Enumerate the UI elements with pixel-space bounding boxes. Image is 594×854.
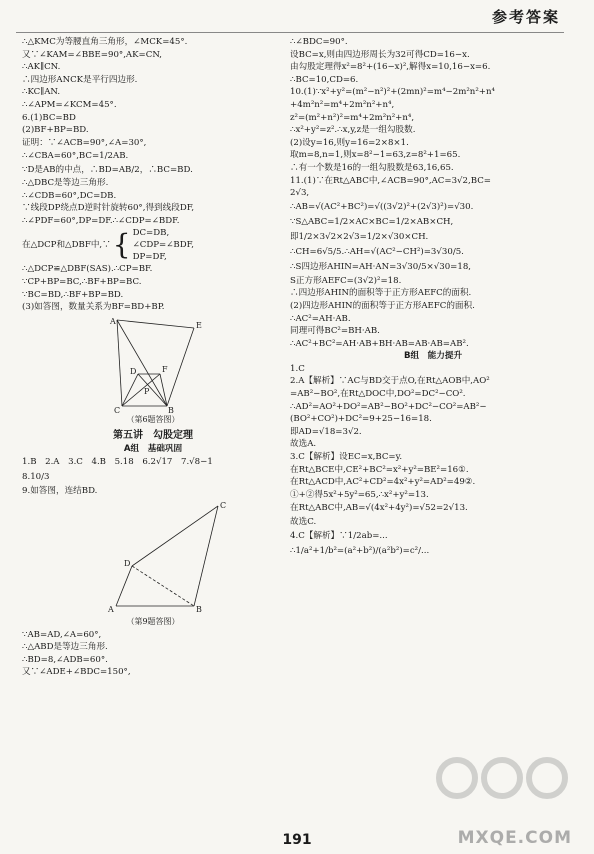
text-line: 故选A.	[290, 439, 317, 450]
answer-8: 8.10/3	[22, 472, 50, 483]
text-line: 3.C【解析】设EC=x,BC=y.	[290, 452, 403, 463]
text-line: z²=(m²+n²)²=m⁴+2m²n²+n⁴,	[290, 112, 415, 123]
text-line: (2)BF+BP=BD.	[22, 125, 89, 136]
congruence-conditions	[22, 227, 284, 263]
fig6-label: D	[130, 366, 137, 376]
section-title: 第五讲 勾股定理	[113, 430, 193, 442]
text-line: ∵D是AB的中点，∴BD=AB/2，∴BC=BD.	[22, 165, 193, 176]
figure-6-diagram	[22, 314, 284, 414]
text-line: 11.(1)∵在Rt△ABC中,∠ACB=90°,AC=3√2,BC=	[290, 175, 491, 186]
left-column	[22, 36, 284, 679]
fig9-label: D	[124, 559, 131, 569]
text-line: S正方形AEFC=(3√2)²=18.	[290, 275, 402, 286]
text-line: ∴△DBC是等边三角形.	[22, 177, 109, 188]
fig9-label: A	[108, 605, 114, 615]
fig6-label: C	[114, 405, 121, 414]
text-line: ∴∠BDC=90°.	[290, 37, 348, 47]
text-line: ∴△ABD是等边三角形.	[22, 642, 108, 653]
text-line: ∴四边形ANCK是平行四边形.	[22, 74, 138, 85]
text-line: ∴有一个数是16的一组勾股数是63,16,65.	[290, 162, 454, 173]
text-line: 取m=8,n=1,则x=8²−1=63,z=8²+1=65.	[290, 150, 461, 161]
text-line: 在Rt△BCE中,CE²+BC²=x²+y²=BE²=16①.	[290, 464, 469, 475]
text-line: ∴∠PDF=60°,DP=DF.∴∠CDP=∠BDF.	[22, 215, 180, 226]
text-line: ①+②得5x²+5y²=65,∴x²+y²=13.	[290, 489, 429, 500]
text-line: ∴AC²=AH·AB.	[290, 313, 351, 324]
text-line: ∴BC=10,CD=6.	[290, 74, 359, 85]
text-line: 2√3,	[290, 188, 310, 199]
page-number: 191	[282, 832, 312, 848]
text-line: (2)设y=16,则y=16=2×8×1.	[290, 137, 409, 148]
text-line: 即AD=√18=3√2.	[290, 426, 362, 437]
text-line: ∴x²+y²=z².∴x,y,z是一组勾股数.	[290, 125, 416, 136]
fig9-label: C	[220, 501, 227, 511]
figure-6-caption: （第6题答图）	[126, 414, 180, 424]
text-line: 在Rt△ABC中,AB=√(4x²+4y²)=√52=2√13.	[290, 503, 468, 514]
brace-line: ∠CDP=∠BDF,	[132, 240, 194, 251]
brace-symbol: {	[112, 228, 131, 262]
fig6-label: P	[144, 386, 150, 396]
text-line: (BO²+CO²)+DC²=9+25−16=18.	[290, 414, 432, 425]
text-line: ∴∠APM=∠KCM=45°.	[22, 99, 117, 110]
figure-6	[22, 314, 284, 427]
watermark-logo	[432, 746, 582, 826]
text-line: 即1/2×3√2×2√3=1/2×√30×CH.	[290, 231, 429, 242]
text-line: 又∵∠KAM=∠BBE=90°,AK=CN,	[22, 49, 163, 60]
answers-line: 1.B 2.A 3.C 4.B 5.18 6.2√17 7.√8−1	[22, 457, 213, 468]
text-line: ∴△DCP≌△DBF(SAS).∴CP=BF.	[22, 264, 153, 275]
text-line: 6.(1)BC=BD	[22, 112, 76, 123]
text-line: ∴AD²=AO²+DO²=AB²−BO²+DC²−CO²=AB²−	[290, 401, 487, 412]
text-line: ∴S四边形AHIN=AH·AN=3√30/5×√30=18,	[290, 261, 472, 272]
text-line: 同理可得BC²=BH·AB.	[290, 326, 380, 337]
fig6-label: A	[110, 316, 116, 326]
text-line: ∴AC²+BC²=AH·AB+BH·AB=AB·AB=AB².	[290, 338, 469, 349]
brace-lines	[133, 227, 194, 263]
text-line: 2.A【解析】∵AC与BD交于点O,在Rt△AOB中,AO²	[290, 376, 490, 387]
brace-intro: 在△DCP和△DBF中,∵	[22, 240, 111, 251]
text-line: ∴BD=8,∠ADB=60°.	[22, 654, 108, 665]
text-line: ∴∠CBA=60°,BC=1/2AB.	[22, 151, 129, 162]
text-line: ∵S△ABC=1/2×AC×BC=1/2×AB×CH,	[290, 216, 454, 227]
text-line: (3)如答图，数量关系为BF=BD+BP.	[22, 302, 165, 313]
text-line: 又∵∠ADE+∠BDC=150°,	[22, 667, 131, 678]
text-line: 在Rt△ACD中,AC²+CD²=4x²+y²=AD²=49②.	[290, 477, 476, 488]
text-line: 由勾股定理得x²=8²+(16−x)²,解得x=10,16−x=6.	[290, 62, 491, 73]
fig6-label: F	[162, 364, 168, 374]
fig6-label: B	[168, 405, 174, 414]
brace-line: DP=DF,	[132, 252, 167, 263]
fig6-label: E	[196, 320, 202, 330]
brace-line: DC=DB,	[132, 228, 170, 239]
header-title: 参考答案	[491, 8, 560, 26]
right-column	[290, 36, 576, 559]
text-line: (2)四边形AHIN的面积等于正方形AEFC的面积.	[290, 300, 475, 311]
fig9-label: B	[196, 605, 202, 615]
text-line: ∵线段DP绕点D逆时针旋转60°,得到线段DF,	[22, 203, 195, 214]
text-line: ∵BC=BD,∴BF+BP=BD.	[22, 289, 124, 300]
text-line: ∴KC∥AN.	[22, 87, 61, 98]
watermark-text: MXQE.COM	[457, 828, 572, 848]
text-line: ∴CH=6√5/5.∴AH=√(AC²−CH²)=3√30/5.	[290, 246, 464, 257]
text-line: 1.C	[290, 363, 305, 374]
page-header	[0, 4, 594, 30]
text-line: +4m²n²=m⁴+2m²n²+n⁴,	[290, 99, 395, 110]
text-line: ∴AK∥CN.	[22, 62, 61, 73]
text-line: ∴△KMC为等腰直角三角形，∠MCK=45°.	[22, 37, 188, 47]
text-line: ∴1/a²+1/b²=(a²+b²)/(a²b²)=c²/...	[290, 546, 430, 556]
figure-9-diagram	[22, 498, 284, 616]
group-b-title: B组 能力提升	[403, 351, 463, 362]
text-line: 证明：∵∠ACB=90°,∠A=30°,	[22, 137, 147, 148]
figure-9	[22, 498, 284, 629]
text-line: ∴四边形AHIN的面积等于正方形AEFC的面积.	[290, 288, 472, 299]
text-line: ∴AB=√(AC²+BC²)=√((3√2)²+(2√3)²)=√30.	[290, 201, 474, 212]
figure-9-caption: （第9题答图）	[126, 617, 180, 627]
text-line: 故选C.	[290, 517, 317, 528]
text-line: 10.(1)∵x²+y²=(m²−n²)²+(2mn)²=m⁴−2m²n²+n⁴	[290, 87, 495, 98]
answer-9: 9.如答图，连结BD.	[22, 486, 98, 497]
text-line: 4.C【解析】∵1/2ab=...	[290, 531, 388, 541]
text-line: ∵CP+BP=BC,∴BF+BP=BC.	[22, 276, 142, 287]
text-line: ∵AB=AD,∠A=60°,	[22, 629, 102, 640]
group-a-title: A组 基础巩固	[123, 443, 183, 454]
text-line: 设BC=x,则由四边形周长为32可得CD=16−x.	[290, 49, 470, 60]
header-rule	[16, 32, 564, 33]
text-line: ∴∠CDB=60°,DC=DB.	[22, 190, 117, 201]
text-line: =AB²−BO²,在Rt△DOC中,DO²=DC²−CO².	[290, 389, 466, 400]
